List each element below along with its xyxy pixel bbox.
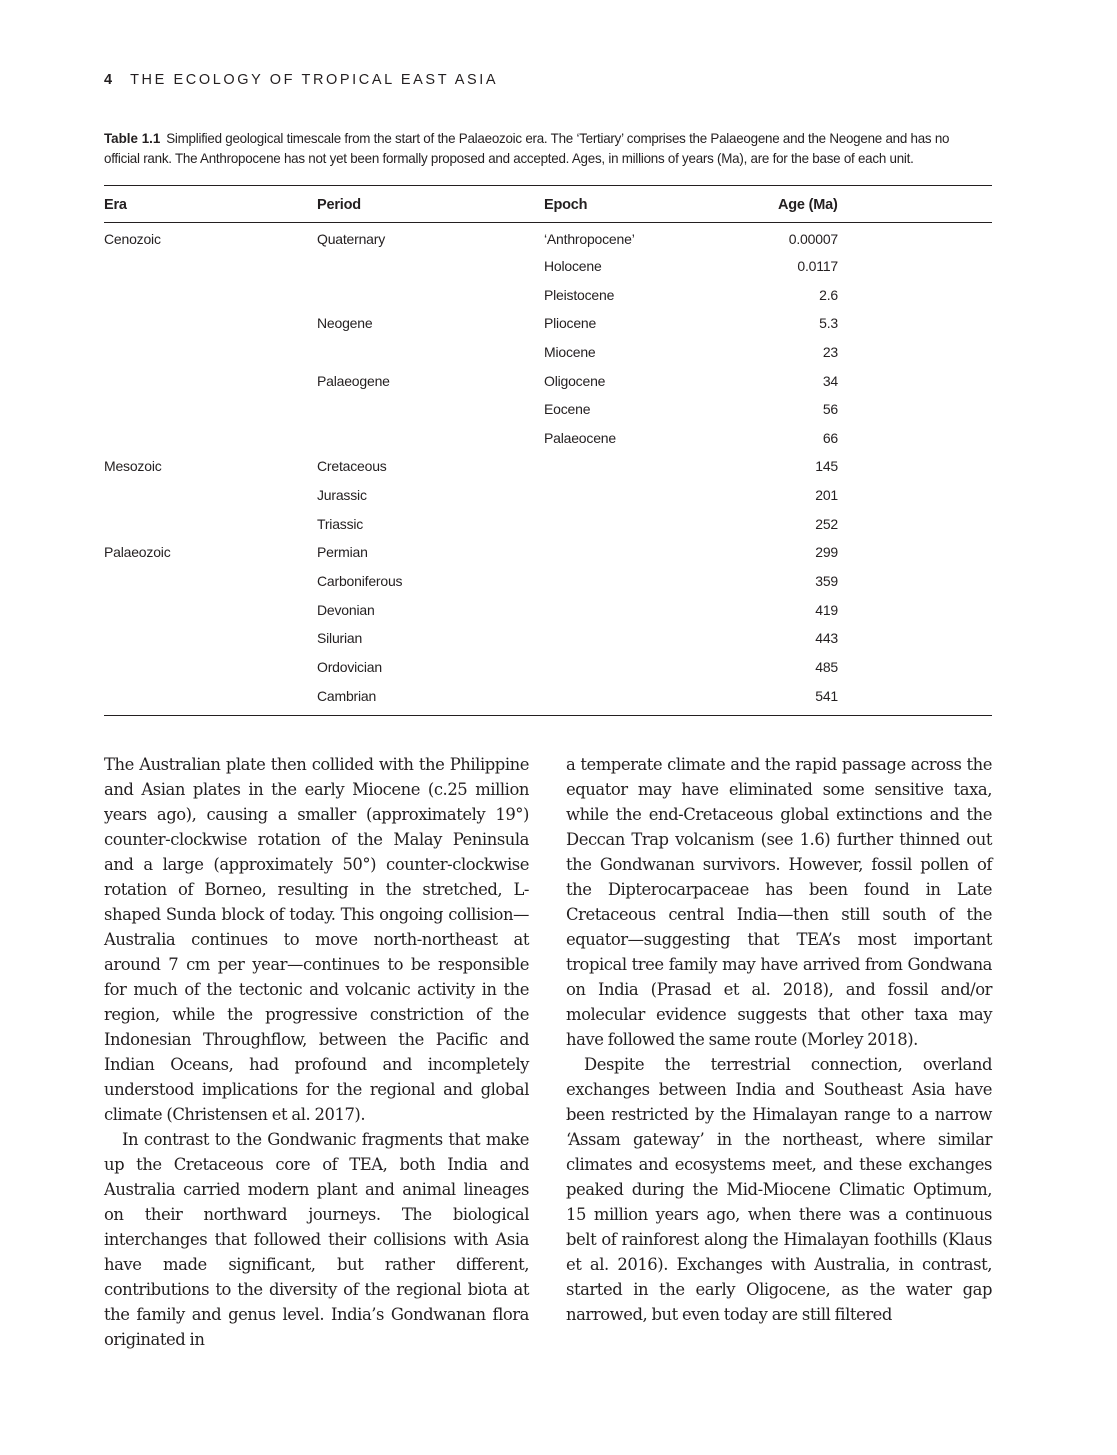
cell-era	[104, 309, 317, 338]
cell-period	[317, 338, 544, 367]
cell-age	[778, 481, 992, 510]
cell-epoch: Pleistocene	[544, 286, 615, 303]
cell-age	[778, 538, 992, 567]
cell-era: Palaeozoic	[104, 544, 171, 561]
age-value: 34	[822, 372, 838, 389]
cell-period	[317, 395, 544, 424]
cell-period: Cambrian	[317, 687, 377, 704]
cell-epoch	[544, 653, 778, 682]
cell-era: Cenozoic	[104, 231, 161, 248]
header-epoch: Epoch	[544, 196, 588, 213]
cell-age	[778, 338, 992, 367]
cell-age	[778, 309, 992, 338]
table-row	[104, 653, 992, 682]
cell-era	[104, 366, 317, 395]
age-value: 541	[815, 687, 838, 704]
cell-epoch	[544, 567, 778, 596]
cell-age	[778, 252, 992, 281]
table-caption-label: Table 1.1	[104, 131, 161, 146]
cell-period: Quaternary	[317, 231, 386, 248]
cell-era	[104, 624, 317, 653]
table-row	[104, 481, 992, 510]
age-value: 5.3	[819, 315, 838, 332]
table-row	[104, 366, 992, 395]
cell-period: Devonian	[317, 601, 375, 618]
cell-era	[104, 481, 317, 510]
cell-era: Mesozoic	[104, 458, 162, 475]
cell-epoch	[544, 538, 778, 567]
cell-age	[778, 567, 992, 596]
cell-period: Neogene	[317, 315, 373, 332]
age-value: 201	[815, 487, 838, 504]
age-value: 56	[822, 401, 838, 418]
table-row	[104, 681, 992, 710]
cell-period	[317, 252, 544, 281]
age-value: 0.0117	[797, 257, 838, 274]
table-caption-text: Simplified geological timescale from the start of the Palaeozoic era. The ‘Tertiary’ comprises the Palaeogene and the Neogene and has no official rank. The Anthropocene has not yet been formally proposed and accepted. Ages, in millions of years (Ma), are for the base of each unit.	[104, 131, 950, 166]
cell-age	[778, 423, 992, 452]
cell-era	[104, 395, 317, 424]
table-row	[104, 338, 992, 367]
age-value: 66	[822, 429, 838, 446]
paragraph: The Australian plate then collided with the Philippine and Asian plates in the early Miocene (c.25 million years ago), causing a smaller (approximately 19°) counter-clockwise rotation of the Malay Peninsula and a large (approximately 50°) counter-clockwise rotation of Borneo, resulting in the stretched, L-shaped Sunda block of today. This ongoing collision—Australia continues to move north-northeast at around 7 cm per year—continues to be responsible for much of the tectonic and volcanic activity in the region, while the progressive constriction of the Indonesian Throughflow, between the Pacific and Indian Oceans, had profound and incompletely understood implications for the regional and global climate (Christensen et al. 2017).	[104, 755, 529, 1124]
table-body	[104, 223, 992, 710]
cell-age	[778, 452, 992, 481]
cell-era	[104, 252, 317, 281]
cell-age	[778, 366, 992, 395]
cell-age	[778, 595, 992, 624]
cell-period: Ordovician	[317, 658, 382, 675]
age-value: 443	[815, 630, 838, 647]
cell-period	[317, 423, 544, 452]
cell-era	[104, 653, 317, 682]
cell-epoch: Miocene	[544, 343, 596, 360]
cell-period: Palaeogene	[317, 372, 390, 389]
cell-era	[104, 681, 317, 710]
header-age: Age (Ma)	[778, 196, 838, 213]
age-value: 359	[815, 573, 838, 589]
paragraph: a temperate climate and the rapid passage across the equator may have eliminated some sensitive taxa, while the end-Cretaceous global extinctions and the Deccan Trap volcanism (see 1.6) further thinned out the Gondwanan survivors. However, fossil pollen of the Dipterocarpaceae has been found in Late Cretaceous central India—then still south of the equator—suggesting that TEA’s most important tropical tree family may have arrived from Gondwana on India (Prasad et al. 2018), and fossil and/or molecular evidence suggests that other taxa may have followed the same route (Morley 2018).	[566, 755, 992, 1049]
table-row	[104, 252, 992, 281]
header-era: Era	[104, 196, 127, 213]
cell-period: Jurassic	[317, 487, 367, 504]
cell-period	[317, 280, 544, 309]
cell-age	[778, 509, 992, 538]
table-row	[104, 595, 992, 624]
age-value: 2.6	[819, 286, 838, 303]
table-row	[104, 223, 992, 252]
cell-epoch	[544, 452, 778, 481]
table-row	[104, 509, 992, 538]
table-row	[104, 423, 992, 452]
cell-epoch: Palaeocene	[544, 429, 616, 446]
age-value: 23	[822, 343, 838, 360]
cell-period: Cretaceous	[317, 458, 387, 475]
age-value: 485	[815, 658, 838, 675]
table-row	[104, 309, 992, 338]
cell-age	[778, 395, 992, 424]
cell-epoch: Oligocene	[544, 372, 606, 389]
age-value: 145	[815, 458, 838, 475]
page-number: 4	[104, 72, 113, 88]
cell-epoch	[544, 624, 778, 653]
table-bottom-rule	[104, 715, 992, 716]
geological-timescale-table	[104, 186, 992, 710]
table-row	[104, 395, 992, 424]
table-header-row	[104, 186, 992, 223]
table-caption	[104, 129, 979, 169]
cell-era	[104, 509, 317, 538]
cell-era	[104, 280, 317, 309]
cell-era	[104, 338, 317, 367]
running-header	[104, 72, 498, 88]
age-value: 419	[815, 601, 838, 618]
table-row	[104, 280, 992, 309]
cell-period: Carboniferous	[317, 573, 403, 589]
cell-era	[104, 595, 317, 624]
cell-epoch	[544, 595, 778, 624]
table-row	[104, 538, 992, 567]
cell-epoch	[544, 481, 778, 510]
cell-age	[778, 280, 992, 309]
cell-period: Permian	[317, 544, 368, 561]
cell-epoch: Eocene	[544, 401, 591, 418]
cell-era	[104, 423, 317, 452]
cell-epoch: ‘Anthropocene’	[544, 231, 635, 248]
table-row	[104, 624, 992, 653]
age-value: 0.00007	[788, 231, 838, 248]
running-title: THE ECOLOGY OF TROPICAL EAST ASIA	[130, 72, 499, 88]
header-period: Period	[317, 196, 361, 213]
cell-period: Triassic	[317, 515, 364, 532]
body-column-right	[566, 752, 992, 1327]
age-value: 299	[815, 544, 838, 561]
paragraph: Despite the terrestrial connection, overland exchanges between India and Southeast Asia have been restricted by the Himalayan range to a narrow ‘Assam gateway’ in the northeast, where similar climates and ecosystems meet, and these exchanges peaked during the Mid-Miocene Climatic Optimum, 15 million years ago, when there was a continuous belt of rainforest along the Himalayan foothills (Klaus et al. 2016). Exchanges with Australia, in contrast, started in the early Oligocene, as the water gap narrowed, but even today are still filtered	[566, 1055, 992, 1324]
cell-epoch: Pliocene	[544, 315, 597, 332]
cell-period: Silurian	[317, 630, 363, 647]
cell-age	[778, 223, 992, 252]
cell-epoch: Holocene	[544, 257, 602, 274]
paragraph: In contrast to the Gondwanic fragments that make up the Cretaceous core of TEA, both India and Australia carried modern plant and animal lineages on their northward journeys. The biological interchanges that followed their collisions with Asia have made significant, but rather different, contributions to the diversity of the regional biota at the family and genus level. India’s Gondwanan flora originated in	[104, 1130, 529, 1349]
table-row	[104, 567, 992, 596]
cell-age	[778, 624, 992, 653]
cell-era	[104, 567, 317, 596]
cell-epoch	[544, 681, 778, 710]
body-column-left	[104, 752, 529, 1352]
table-row	[104, 452, 992, 481]
cell-age	[778, 681, 992, 710]
cell-epoch	[544, 509, 778, 538]
age-value: 252	[815, 515, 838, 532]
cell-age	[778, 653, 992, 682]
